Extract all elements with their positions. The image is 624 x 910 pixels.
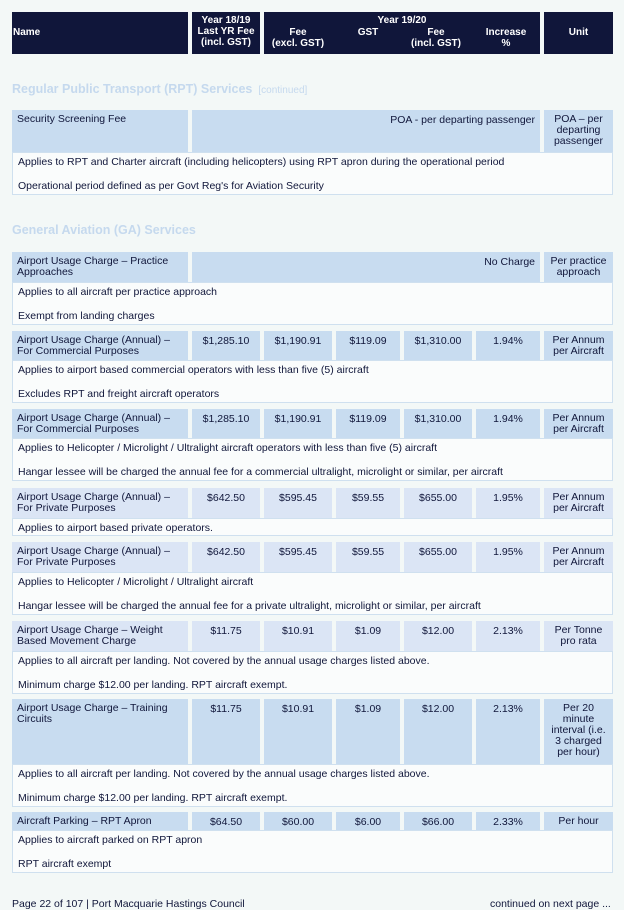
cell-text: $1,285.10 <box>202 335 250 347</box>
cell-text: 2.33% <box>493 816 523 828</box>
cell-text: POA - per departing passenger <box>390 114 535 126</box>
row-gst <box>336 331 400 360</box>
row-notes <box>12 360 613 403</box>
cell-text: 1.94% <box>493 413 523 425</box>
header-increase <box>472 27 540 49</box>
cell-text: (incl. GST) <box>201 37 251 48</box>
cell-text: $1.09 <box>354 703 382 715</box>
row-unit <box>544 621 613 651</box>
cell-text: Applies to RPT and Charter aircraft (including helicopters) using RPT apron during the operational period <box>18 156 505 168</box>
cell-text: Applies to Helicopter / Microlight / Ultralight aircraft operators with less than five (5) aircraft <box>18 442 437 454</box>
row-name <box>12 331 188 360</box>
row-notes <box>12 438 613 481</box>
cell-text: per Aircraft <box>553 556 604 568</box>
cell-text: Hangar lessee will be charged the annual fee for a private ultralight, microlight or similar, per aircraft <box>18 600 481 612</box>
cell-text: per Aircraft <box>553 423 604 435</box>
cell-text: $642.50 <box>207 546 245 558</box>
cell-text: $119.09 <box>349 335 387 347</box>
cell-text: $64.50 <box>209 816 243 828</box>
row-unit <box>544 812 613 830</box>
row-notes <box>12 518 613 536</box>
row-name <box>12 621 188 651</box>
row-fee <box>264 488 332 518</box>
cell-text: $119.09 <box>349 413 387 425</box>
footer-page-info: Page 22 of 107 | Port Macquarie Hastings Council <box>12 898 245 910</box>
cell-text: No Charge <box>484 256 535 268</box>
cell-text: Aircraft Parking – RPT Apron <box>17 815 152 827</box>
cell-text: $1.09 <box>354 625 382 637</box>
cell-text: $59.55 <box>351 546 385 558</box>
cell-text: For Commercial Purposes <box>17 345 139 357</box>
cell-text: departing <box>556 124 601 136</box>
row-inc <box>476 621 540 651</box>
cell-text: $12.00 <box>421 625 455 637</box>
cell-text: Airport Usage Charge – Training <box>17 702 168 714</box>
cell-text: pro rata <box>560 635 597 647</box>
cell-text: Minimum charge $12.00 per landing. RPT aircraft exempt. <box>18 792 288 804</box>
cell-text: interval (i.e. <box>551 724 606 736</box>
cell-text: Airport Usage Charge (Annual) – <box>17 412 170 424</box>
cell-text: Security Screening Fee <box>17 113 127 125</box>
cell-text: Per practice <box>550 255 607 267</box>
row-name <box>12 110 188 152</box>
cell-text: $59.55 <box>351 492 385 504</box>
row-fee-incl <box>404 699 472 764</box>
cell-text: $60.00 <box>281 816 315 828</box>
cell-text: For Commercial Purposes <box>17 423 139 435</box>
cell-text: Operational period defined as per Govt Reg's for Aviation Security <box>18 180 324 192</box>
cell-text: $1,190.91 <box>274 335 322 347</box>
row-unit <box>544 488 613 518</box>
cell-text: (incl. GST) <box>411 38 461 49</box>
cell-text: Applies to all aircraft per landing. Not covered by the annual usage charges listed above. <box>18 655 430 667</box>
cell-text: Airport Usage Charge (Annual) – <box>17 545 170 557</box>
cell-text: Based Movement Charge <box>17 635 137 647</box>
row-fee-incl <box>404 542 472 572</box>
row-fee <box>264 621 332 651</box>
row-fee <box>264 542 332 572</box>
row-last <box>192 699 260 764</box>
cell-text: Airport Usage Charge – Practice <box>17 255 169 267</box>
header-fee-incl <box>404 27 468 49</box>
cell-text: 1.95% <box>493 492 523 504</box>
row-notes <box>12 764 613 807</box>
cell-text: Year 18/19 <box>201 15 251 26</box>
cell-text: per Aircraft <box>553 345 604 357</box>
row-unit <box>544 331 613 360</box>
cell-text: approach <box>556 266 601 278</box>
row-fee-incl <box>404 409 472 438</box>
row-poa <box>192 110 540 152</box>
cell-text: Applies to all aircraft per landing. Not covered by the annual usage charges listed above. <box>18 768 430 780</box>
cell-text: Hangar lessee will be charged the annual fee for a commercial ultralight, microlight or similar, per aircraft <box>18 466 503 478</box>
cell-text: Per Annum <box>552 412 605 424</box>
cell-text: $1,310.00 <box>414 413 462 425</box>
cell-text: Approaches <box>17 266 74 278</box>
cell-text: Exempt from landing charges <box>18 310 155 322</box>
cell-text: POA – per <box>554 113 603 125</box>
section-continued-label: [continued] <box>258 85 308 96</box>
header-last-year-fee <box>192 12 260 54</box>
cell-text: 3 charged <box>555 735 602 747</box>
cell-text: Airport Usage Charge (Annual) – <box>17 491 170 503</box>
row-fee <box>264 699 332 764</box>
cell-text: $642.50 <box>207 492 245 504</box>
cell-text: Applies to airport based commercial operators with less than five (5) aircraft <box>18 364 369 376</box>
cell-text: $595.45 <box>279 546 317 558</box>
row-gst <box>336 621 400 651</box>
cell-text: Unit <box>568 27 589 38</box>
row-fee <box>264 409 332 438</box>
cell-text: Per Annum <box>552 491 605 503</box>
row-last <box>192 621 260 651</box>
cell-text: Per Annum <box>552 545 605 557</box>
row-fee-incl <box>404 621 472 651</box>
row-unit <box>544 409 613 438</box>
row-gst <box>336 542 400 572</box>
row-fee <box>264 331 332 360</box>
cell-text: Applies to Helicopter / Microlight / Ultralight aircraft <box>18 576 254 588</box>
row-unit <box>544 252 613 282</box>
row-gst <box>336 699 400 764</box>
cell-text: per Aircraft <box>553 502 604 514</box>
row-inc <box>476 699 540 764</box>
cell-text: % <box>501 38 511 49</box>
row-last <box>192 488 260 518</box>
row-name <box>12 252 188 282</box>
cell-text: Per 20 <box>563 702 594 714</box>
cell-text: $10.91 <box>281 625 315 637</box>
cell-text: 2.13% <box>493 703 523 715</box>
cell-text: Fee <box>289 27 307 38</box>
cell-text: Fee <box>427 27 445 38</box>
cell-text: $66.00 <box>421 816 455 828</box>
header-fee-excl <box>264 27 332 49</box>
row-last <box>192 812 260 830</box>
header-year-1920 <box>264 12 540 54</box>
row-last <box>192 331 260 360</box>
header-unit <box>544 12 613 54</box>
row-gst <box>336 488 400 518</box>
cell-text: $11.75 <box>210 625 242 637</box>
row-unit <box>544 699 613 764</box>
cell-text: For Private Purposes <box>17 502 116 514</box>
cell-text: $12.00 <box>421 703 455 715</box>
row-notes <box>12 152 613 195</box>
cell-text: passenger <box>553 135 604 147</box>
row-fee-incl <box>404 812 472 830</box>
cell-text: $10.91 <box>281 703 315 715</box>
cell-text: Applies to aircraft parked on RPT apron <box>18 834 203 846</box>
cell-text: Increase <box>485 27 527 38</box>
row-gst <box>336 812 400 830</box>
cell-text: per hour) <box>557 746 600 758</box>
row-inc <box>476 812 540 830</box>
row-notes <box>12 830 613 873</box>
row-unit <box>544 110 613 152</box>
cell-text: 1.94% <box>493 335 523 347</box>
row-name <box>12 812 188 830</box>
cell-text: $1,285.10 <box>202 413 250 425</box>
row-name <box>12 542 188 572</box>
row-notes <box>12 572 613 615</box>
cell-text: Excludes RPT and freight aircraft operators <box>18 388 220 400</box>
cell-text: Regular Public Transport (RPT) Services <box>12 82 253 96</box>
cell-text: Year 19/20 <box>377 15 427 26</box>
cell-text: For Private Purposes <box>17 556 116 568</box>
row-fee-incl <box>404 331 472 360</box>
cell-text: RPT aircraft exempt <box>18 858 112 870</box>
row-inc <box>476 409 540 438</box>
row-inc <box>476 488 540 518</box>
section-title-ga <box>12 223 196 237</box>
row-inc <box>476 331 540 360</box>
cell-text: Circuits <box>17 713 53 725</box>
row-poa <box>192 252 540 282</box>
row-fee-incl <box>404 488 472 518</box>
cell-text: $11.75 <box>210 703 242 715</box>
row-last <box>192 409 260 438</box>
cell-text: (excl. GST) <box>271 38 325 49</box>
row-gst <box>336 409 400 438</box>
cell-text: Airport Usage Charge – Weight <box>17 624 163 636</box>
cell-text: Per hour <box>558 815 599 827</box>
row-name <box>12 488 188 518</box>
row-notes <box>12 282 613 325</box>
row-inc <box>476 542 540 572</box>
row-last <box>192 542 260 572</box>
row-notes <box>12 651 613 694</box>
cell-text: Per Annum <box>552 334 605 346</box>
section-title-rpt <box>12 82 307 96</box>
cell-text: Per Tonne <box>554 624 603 636</box>
cell-text: Applies to all aircraft per practice approach <box>18 286 218 298</box>
row-fee <box>264 812 332 830</box>
cell-text: 1.95% <box>493 546 523 558</box>
cell-text: $655.00 <box>419 492 457 504</box>
header-gst <box>336 27 400 38</box>
row-name <box>12 409 188 438</box>
cell-text: Name <box>13 27 41 38</box>
cell-text: $595.45 <box>279 492 317 504</box>
cell-text: $6.00 <box>354 816 382 828</box>
cell-text: minute <box>562 713 595 725</box>
row-unit <box>544 542 613 572</box>
cell-text: Applies to airport based private operators. <box>18 522 213 534</box>
cell-text: Airport Usage Charge (Annual) – <box>17 334 170 346</box>
cell-text: Minimum charge $12.00 per landing. RPT aircraft exempt. <box>18 679 288 691</box>
cell-text: General Aviation (GA) Services <box>12 223 196 237</box>
cell-text: 2.13% <box>493 625 523 637</box>
cell-text: $1,310.00 <box>414 335 462 347</box>
cell-text: $1,190.91 <box>274 413 322 425</box>
cell-text: $655.00 <box>419 546 457 558</box>
cell-text: Last YR Fee <box>197 26 255 37</box>
row-name <box>12 699 188 764</box>
cell-text: GST <box>357 27 379 38</box>
footer-continued: continued on next page ... <box>490 898 611 910</box>
header-name <box>12 12 188 54</box>
